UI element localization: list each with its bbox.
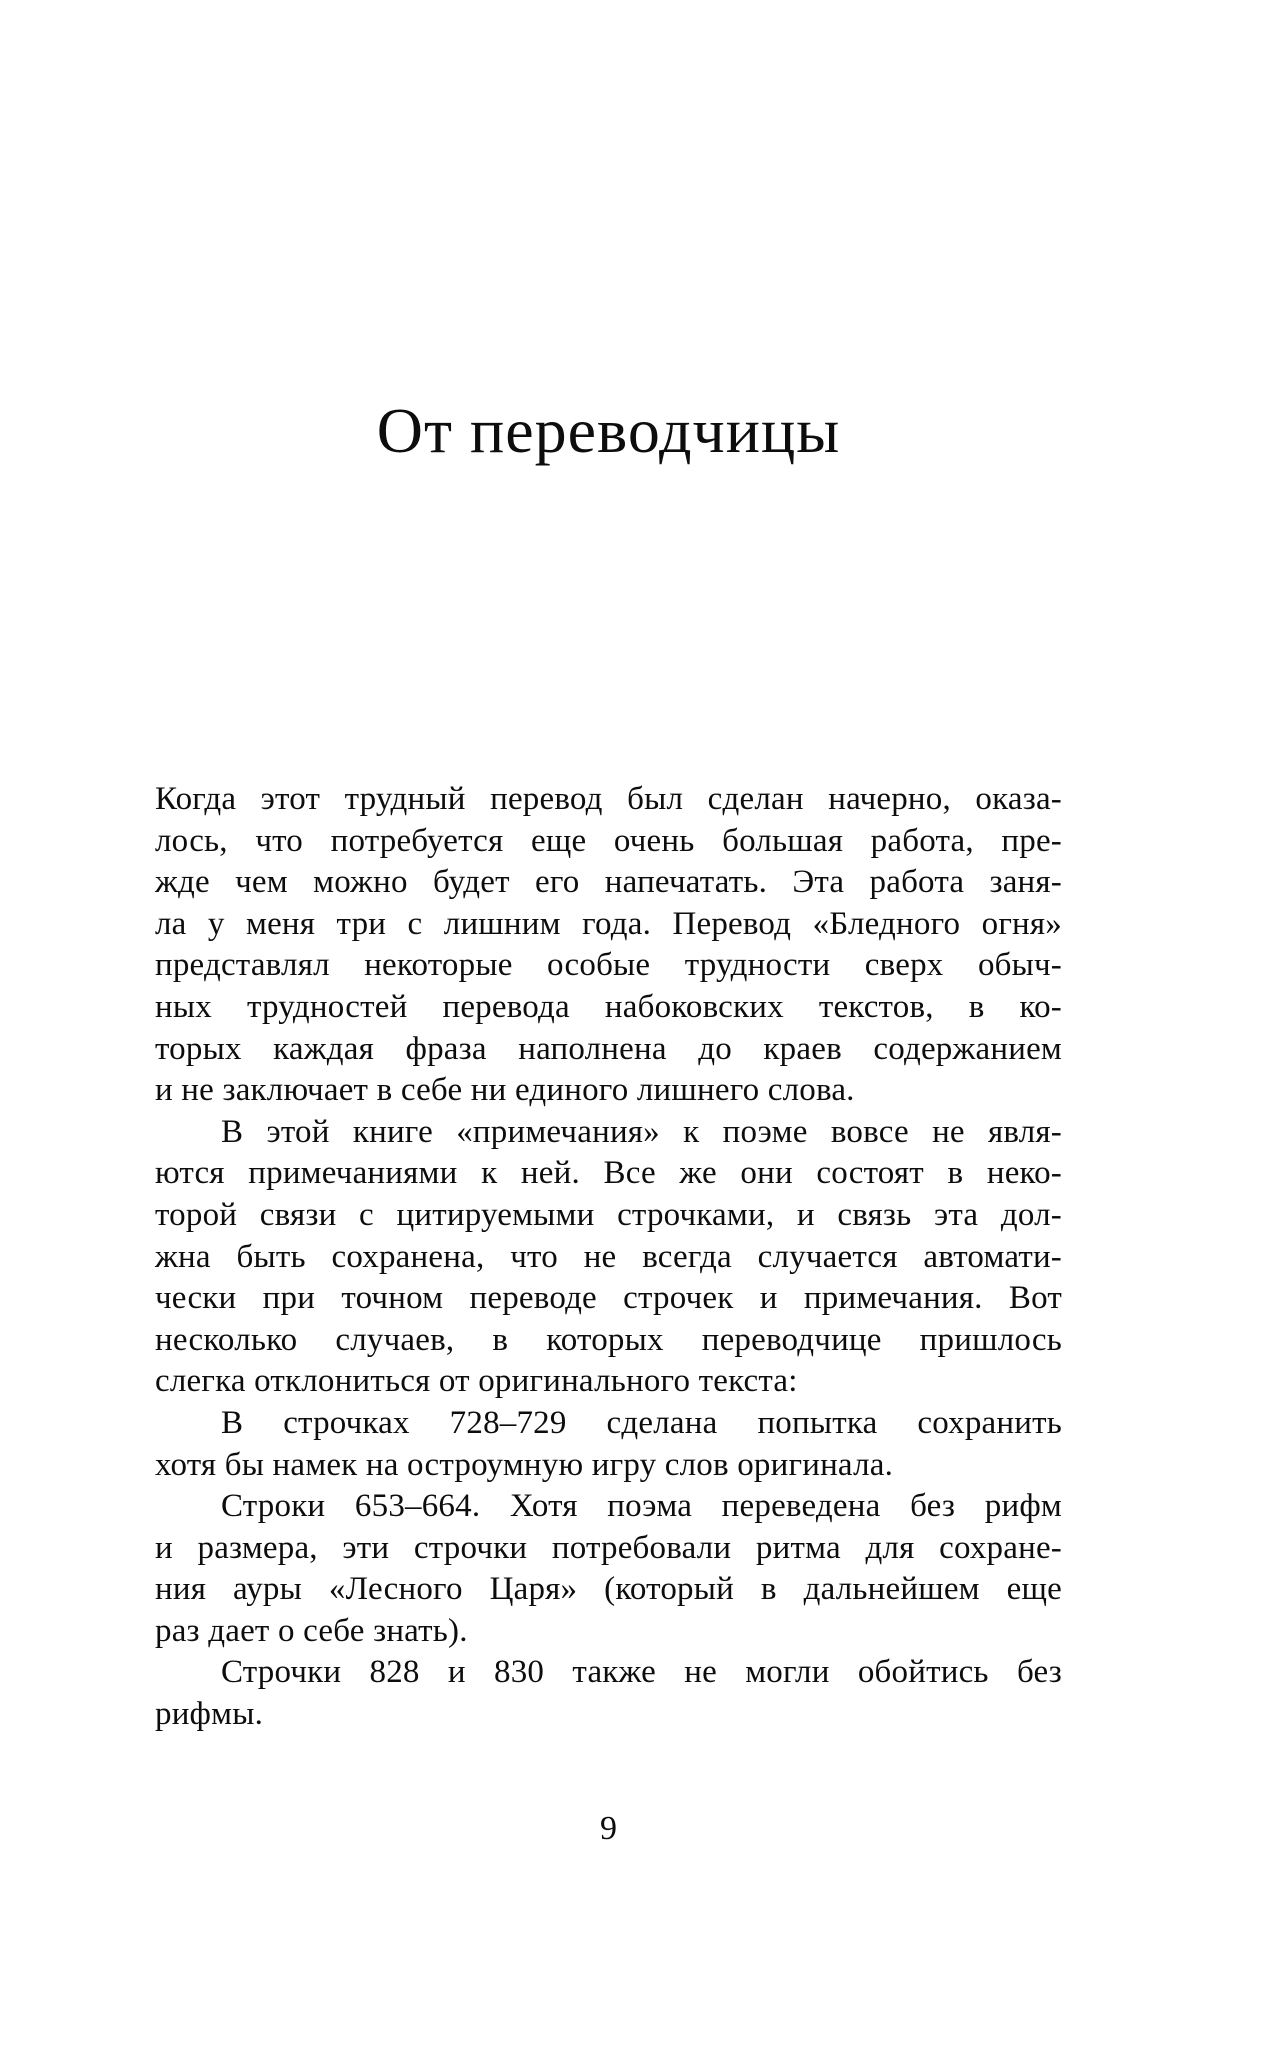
paragraph xyxy=(155,1403,1062,1486)
text-line: и размера, эти строчки потребовали ритма для сохране- xyxy=(155,1529,1062,1566)
text-line: Строки 653–664. Хотя поэма переведена без рифм xyxy=(221,1488,1062,1525)
paragraph xyxy=(155,1112,1062,1403)
text-line: ются примечаниями к ней. Все же они состоят в неко- xyxy=(155,1155,1062,1192)
text-line: торых каждая фраза наполнена до краев содержанием xyxy=(155,1030,1062,1067)
text-line: ных трудностей перевода набоковских текстов, в ко- xyxy=(155,988,1062,1025)
text-line: представлял некоторые особые трудности сверх обыч- xyxy=(155,947,1062,984)
paragraph xyxy=(155,779,1062,1112)
page-title: От переводчицы xyxy=(376,395,841,466)
text-line: несколько случаев, в которых переводчице пришлось xyxy=(155,1321,1062,1358)
text-line: Строчки 828 и 830 также не могли обойтись без xyxy=(221,1654,1062,1691)
text-line: жна быть сохранена, что не всегда случается автомати- xyxy=(155,1238,1062,1275)
text-line: В строчках 728–729 сделана попытка сохранить xyxy=(221,1404,1062,1441)
text-line: жде чем можно будет его напечатать. Эта работа заня- xyxy=(155,864,1062,901)
body-text xyxy=(155,779,1062,1736)
text-line: Когда этот трудный перевод был сделан начерно, оказа- xyxy=(155,781,1062,817)
text-line: чески при точном переводе строчек и примечания. Вот xyxy=(155,1280,1062,1317)
text-line: рифмы. xyxy=(155,1696,264,1733)
paragraph xyxy=(155,1486,1062,1652)
text-line: хотя бы намек на остроумную игру слов оригинала. xyxy=(155,1446,894,1483)
page-number: 9 xyxy=(600,1810,617,1847)
text-line: раз дает о себе знать). xyxy=(155,1612,468,1649)
paragraph xyxy=(155,1652,1062,1735)
text-line: лось, что потребуется еще очень большая работа, пре- xyxy=(155,822,1062,859)
text-line: В этой книге «примечания» к поэме вовсе не явля- xyxy=(221,1113,1062,1150)
text-line: ния ауры «Лесного Царя» (который в дальнейшем еще xyxy=(155,1571,1062,1608)
text-line: ла у меня три с лишним года. Перевод «Бледного огня» xyxy=(155,905,1062,942)
text-line: торой связи с цитируемыми строчками, и связь эта дол- xyxy=(155,1196,1062,1233)
text-line: и не заключает в себе ни единого лишнего слова. xyxy=(155,1072,855,1109)
text-line: слегка отклониться от оригинального текста: xyxy=(155,1363,798,1400)
